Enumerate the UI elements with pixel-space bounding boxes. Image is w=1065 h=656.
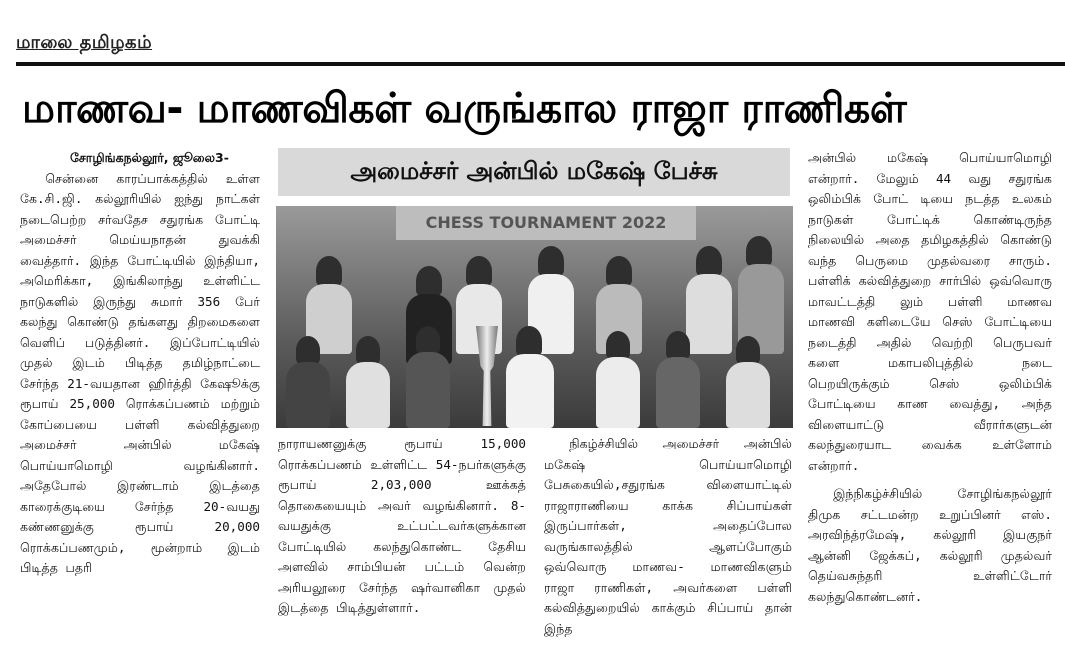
article-column-4 <box>808 148 1052 656</box>
column-1-body: சென்னை காரப்பாக்கத்தில் உள்ள கே.சி.ஜி. கல்லூரியில் ஐந்து நாட்கள் நடைபெற்ற சர்வதேச சதுரங்க போட்டி அமைச்சர் மெய்யநாதன் துவக்கி வைத்தார். இந்த போட்டியில் இந்தியா, அமெரிக்கா, இங்கிலாந்து உள்ளிட்ட நாடுகளில் இருந்து சுமார் 356 பேர் கலந்து கொண்டு தங்களது திறமைகளை வெளிப் படுத்தினர். இப்போட்டியில் முதல் இடம் பிடித்த தமிழ்நாட்டை சேர்ந்த 21-வயதான ஹிர்த்தி கேஷூக்கு ரூபாய் 25,000 ரொக்கப்பணம் மற்றும் கோப்பையை பள்ளி கல்வித்துறை அமைச்சர் அன்பில் மகேஷ் பொய்யாமொழி வழங்கினார். அதேபோல் இரண்டாம் இடத்தை காரைக்குடியை சேர்ந்த 20-வயது கண்ணனுக்கு ரூபாய் 20,000 ரொக்கப்பணமும், மூன்றாம் இடம் பிடித்த பதரி <box>20 170 260 575</box>
headline: மாணவ- மாணவிகள் வருங்கால ராஜா ராணிகள் <box>22 84 907 132</box>
article-column-2 <box>278 434 526 656</box>
column-3-body: நிகழ்ச்சியில் அமைச்சர் அன்பில் மகேஷ் பொய்யாமொழி பேசுகையில்,சதுரங்க விளையாட்டில் ராஜாராணியை காக்க சிப்பாய்கள் இருப்பார்கள், அதைப்போல வருங்காலத்தில் ஆளப்போகும் ஒவ்வொரு மாணவ- மாணவிகளும் ராஜா ராணிகள், அவர்களை பள்ளி கல்வித்துறையில் காக்கும் சிப்பாய் தான் இந்த <box>544 436 792 636</box>
photo-banner: CHESS TOURNAMENT 2022 <box>396 206 696 240</box>
subheadline: அமைச்சர் அன்பில் மகேஷ் பேச்சு <box>278 148 790 196</box>
column-2-body: நாராயணனுக்கு ரூபாய் 15,000 ரொக்கப்பணம் உள்ளிட்ட 54-நபர்களுக்கு ரூபாய் 2,03,000 ஊக்கத் தொகையையும் அவர் வழங்கினார். 8-வயதுக்கு உட்பட்டவர்களுக்கான போட்டியில் கலந்துகொண்ட தேசிய அளவில் சாம்பியன் பட்டம் வென்ற அரியலூரை சேர்ந்த ஷர்வானிகா முதல் இடத்தை பிடித்துள்ளார். <box>278 436 526 615</box>
column-4-body-2: இந்நிகழ்ச்சியில் சோழிங்கநல்லூர் திமுக சட்டமன்ற உறுப்பினர் எஸ். அரவிந்த்ரமேஷ், கல்லூரி இயகுநர் ஆன்னி ஜேக்கப், கல்லூரி முதல்வர் தெய்வசுந்தரி உள்ளிட்டோர் கலந்துகொண்டனர். <box>808 486 1052 604</box>
trophy-graphic <box>476 326 498 426</box>
event-photo <box>276 206 793 428</box>
dateline: சோழிங்கநல்லூர், ஜூலை3- <box>70 150 229 165</box>
article-column-3 <box>544 434 792 656</box>
masthead-rule <box>16 62 1065 66</box>
article-column-1 <box>20 148 260 656</box>
column-4-body-1: அன்பில் மகேஷ் பொய்யாமொழி என்றார். மேலும் 44 வது சதுரங்க ஒலிம்பிக் போட் டியை நடத்த உலகம் நாடுகள் போட்டிக் கொண்டிருந்த நிலையில் அதை தமிழகத்தில் கொண்டு வந்த பெருமை முதல்வரை சாரும். பள்ளிக் கல்வித்துறை சார்பில் ஒவ்வொரு மாவட்டத்தி லும் பள்ளி மாணவ மாணவி களிடையே செஸ் போட்டியை நடைத்தி அதில் வெற்றி பெருபவர் களை மகாபலிபுத்தில் நடை பெறயிருக்கும் செஸ் ஒலிம்பிக் போட்டியை காண வைத்து, அந்த விளையாட்டு வீரார்களுடன் கலந்துரையாட வைக்க உள்ளோம் என்றார். <box>808 150 1052 473</box>
masthead-logo: மாலை தமிழகம் <box>16 32 153 53</box>
